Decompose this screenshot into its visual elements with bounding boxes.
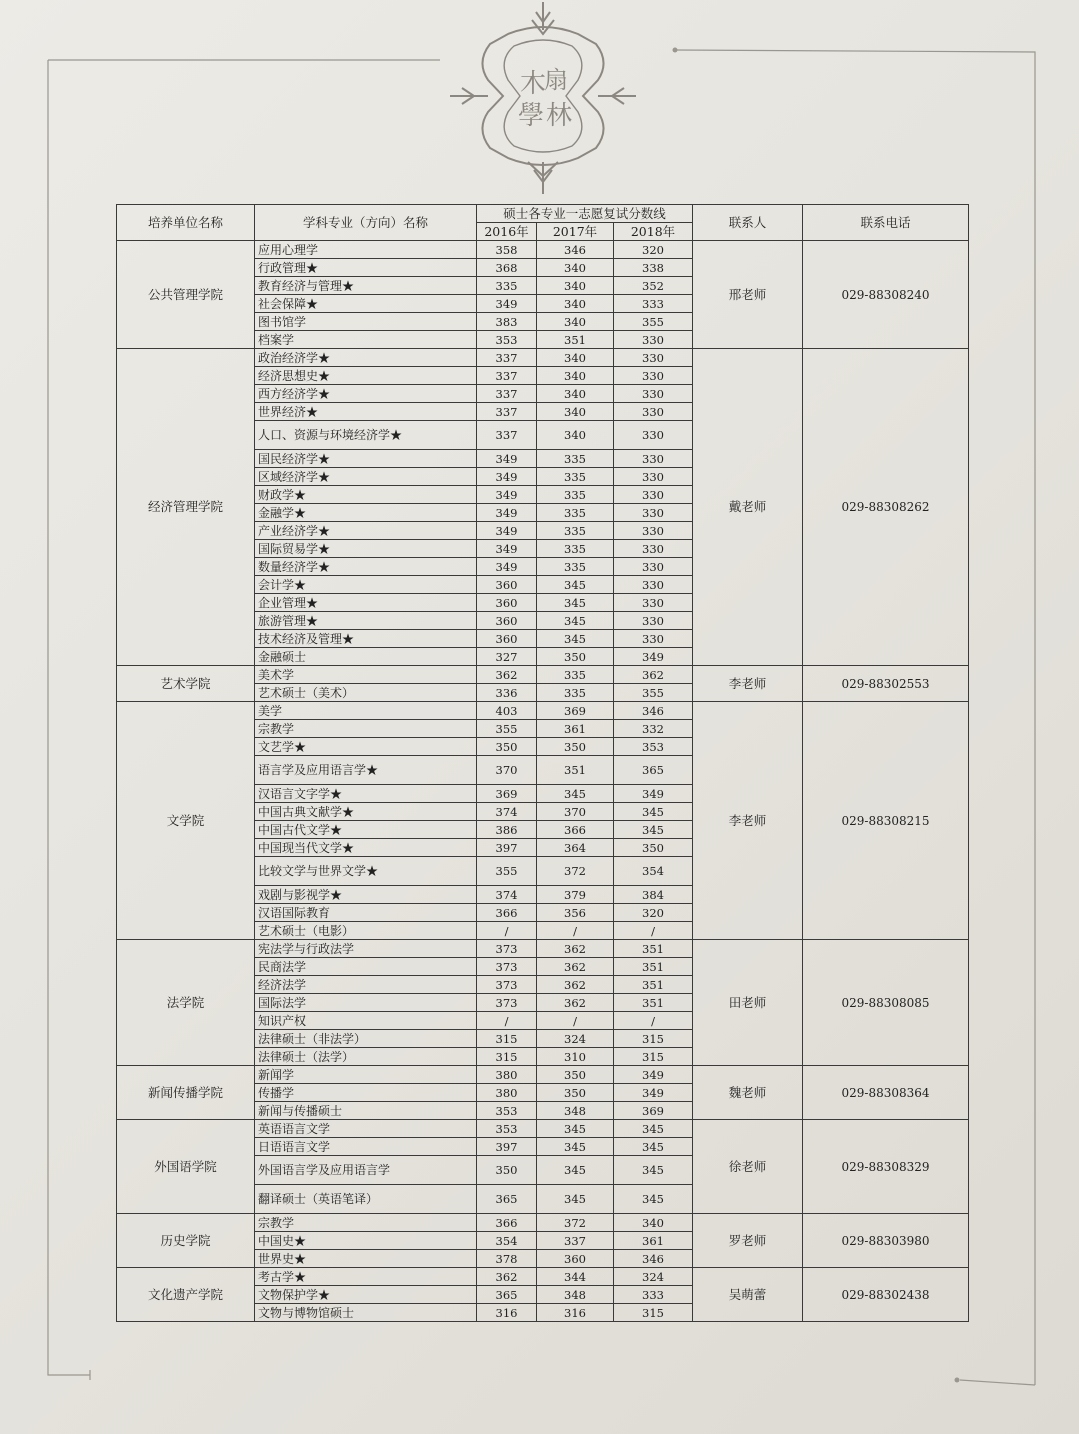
score-cell-2016: 337 [477,403,537,421]
score-cell-2017: 362 [537,976,614,994]
score-cell-2017: 350 [537,1066,614,1084]
score-cell-2016: 315 [477,1048,537,1066]
score-cell-2016: 362 [477,1268,537,1286]
major-name-cell: 企业管理★ [255,594,477,612]
score-cell-2016: 349 [477,558,537,576]
score-cell-2016: 335 [477,277,537,295]
major-name-cell: 财政学★ [255,486,477,504]
score-cell-2017: 340 [537,367,614,385]
table-row [117,1268,969,1286]
score-cell-2016: 337 [477,421,537,450]
score-cell-2017: 335 [537,522,614,540]
major-name-cell: 翻译硕士（英语笔译） [255,1185,477,1214]
major-name-cell: 人口、资源与环境经济学★ [255,421,477,450]
contact-person-cell: 戴老师 [693,349,803,666]
score-cell-2018: 351 [614,940,693,958]
header-scores-group: 硕士各专业一志愿复试分数线 [477,205,693,223]
score-cell-2017: 344 [537,1268,614,1286]
score-cell-2016: 353 [477,331,537,349]
score-cell-2018: 345 [614,1138,693,1156]
score-cell-2018: 345 [614,1120,693,1138]
score-cell-2018: 330 [614,522,693,540]
major-name-cell: 世界经济★ [255,403,477,421]
score-cell-2016: 383 [477,313,537,331]
score-cell-2018: 330 [614,486,693,504]
major-name-cell: 政治经济学★ [255,349,477,367]
score-cell-2017: 351 [537,331,614,349]
score-cell-2018: 355 [614,684,693,702]
header-phone: 联系电话 [803,205,969,241]
score-cell-2018: 330 [614,421,693,450]
major-name-cell: 传播学 [255,1084,477,1102]
score-cell-2018: 330 [614,450,693,468]
score-cell-2016: 373 [477,976,537,994]
score-cell-2018: 315 [614,1030,693,1048]
score-cell-2018: 332 [614,720,693,738]
major-name-cell: 技术经济及管理★ [255,630,477,648]
score-cell-2018: 324 [614,1268,693,1286]
score-cell-2018: 320 [614,904,693,922]
major-name-cell: 区域经济学★ [255,468,477,486]
score-cell-2017: 337 [537,1232,614,1250]
major-name-cell: 宪法学与行政法学 [255,940,477,958]
major-name-cell: 文物与博物馆硕士 [255,1304,477,1322]
score-cell-2016: 365 [477,1286,537,1304]
score-cell-2016: 403 [477,702,537,720]
major-name-cell: 图书馆学 [255,313,477,331]
unit-name-cell: 文化遗产学院 [117,1268,255,1322]
university-seal-logo [448,0,638,196]
score-cell-2017: 360 [537,1250,614,1268]
table-row [117,1214,969,1232]
score-cell-2016: 349 [477,486,537,504]
score-cell-2016: 362 [477,666,537,684]
score-cell-2016: 349 [477,522,537,540]
score-cell-2018: 330 [614,630,693,648]
score-cell-2016: 397 [477,1138,537,1156]
score-cell-2017: 340 [537,259,614,277]
score-cell-2018: 330 [614,349,693,367]
major-name-cell: 知识产权 [255,1012,477,1030]
major-name-cell: 档案学 [255,331,477,349]
unit-name-cell: 新闻传播学院 [117,1066,255,1120]
score-cell-2016: 354 [477,1232,537,1250]
major-name-cell: 教育经济与管理★ [255,277,477,295]
major-name-cell: 法律硕士（法学） [255,1048,477,1066]
table-row [117,666,969,684]
unit-name-cell: 外国语学院 [117,1120,255,1214]
score-cell-2016: 380 [477,1084,537,1102]
score-cell-2016: 353 [477,1120,537,1138]
score-cell-2018: / [614,922,693,940]
score-cell-2018: 365 [614,756,693,785]
svg-text:林: 林 [546,101,573,131]
contact-person-cell: 田老师 [693,940,803,1066]
score-cell-2018: 355 [614,313,693,331]
major-name-cell: 宗教学 [255,720,477,738]
svg-text:扇: 扇 [544,66,568,94]
score-cell-2016: 360 [477,630,537,648]
score-cell-2018: 351 [614,994,693,1012]
score-cell-2018: 330 [614,576,693,594]
score-cell-2018: 330 [614,594,693,612]
score-cell-2017: 335 [537,540,614,558]
score-cell-2018: 315 [614,1304,693,1322]
score-cell-2018: 345 [614,821,693,839]
contact-person-cell: 魏老师 [693,1066,803,1120]
score-cell-2017: 345 [537,612,614,630]
score-cell-2017: 340 [537,349,614,367]
major-name-cell: 中国史★ [255,1232,477,1250]
score-cell-2016: 349 [477,504,537,522]
major-name-cell: 经济法学 [255,976,477,994]
score-cell-2017: 350 [537,738,614,756]
major-name-cell: 国际法学 [255,994,477,1012]
contact-phone-cell: 029-88308262 [803,349,969,666]
major-name-cell: 数量经济学★ [255,558,477,576]
score-cell-2016: 316 [477,1304,537,1322]
contact-phone-cell: 029-88308215 [803,702,969,940]
major-name-cell: 西方经济学★ [255,385,477,403]
major-name-cell: 艺术硕士（美术） [255,684,477,702]
score-cell-2018: 346 [614,702,693,720]
score-cell-2018: 349 [614,1066,693,1084]
contact-phone-cell: 029-88302553 [803,666,969,702]
contact-person-cell: 李老师 [693,702,803,940]
major-name-cell: 文艺学★ [255,738,477,756]
score-cell-2017: 335 [537,468,614,486]
major-name-cell: 美学 [255,702,477,720]
score-cell-2016: / [477,1012,537,1030]
contact-phone-cell: 029-88308329 [803,1120,969,1214]
score-cell-2016: 374 [477,803,537,821]
major-name-cell: 中国古代文学★ [255,821,477,839]
score-cell-2016: 373 [477,994,537,1012]
score-cell-2016: 337 [477,367,537,385]
score-table-body [117,241,969,1322]
score-cell-2017: 335 [537,504,614,522]
contact-phone-cell: 029-88308240 [803,241,969,349]
major-name-cell: 社会保障★ [255,295,477,313]
header-year-2017: 2017年 [537,223,614,241]
score-cell-2018: 330 [614,468,693,486]
score-cell-2017: 348 [537,1102,614,1120]
score-cell-2017: 340 [537,277,614,295]
score-cell-2016: 349 [477,295,537,313]
unit-name-cell: 历史学院 [117,1214,255,1268]
score-cell-2017: 335 [537,450,614,468]
major-name-cell: 考古学★ [255,1268,477,1286]
contact-person-cell: 罗老师 [693,1214,803,1268]
score-cell-2018: 333 [614,1286,693,1304]
svg-text:木: 木 [520,69,547,99]
major-name-cell: 中国现当代文学★ [255,839,477,857]
score-cell-2017: 362 [537,994,614,1012]
table-row [117,241,969,259]
score-cell-2016: 370 [477,756,537,785]
score-cell-2017: 335 [537,666,614,684]
score-cell-2017: 340 [537,313,614,331]
major-name-cell: 民商法学 [255,958,477,976]
score-cell-2018: 349 [614,648,693,666]
score-cell-2016: 373 [477,940,537,958]
score-cell-2016: 337 [477,349,537,367]
major-name-cell: 汉语国际教育 [255,904,477,922]
major-name-cell: 文物保护学★ [255,1286,477,1304]
score-cell-2017: 350 [537,648,614,666]
contact-person-cell: 吴萌蕾 [693,1268,803,1322]
score-cell-2016: 327 [477,648,537,666]
score-cell-2018: 315 [614,1048,693,1066]
score-cell-2018: 330 [614,612,693,630]
score-cell-2018: 350 [614,839,693,857]
score-cell-2017: 316 [537,1304,614,1322]
svg-text:學: 學 [518,101,545,131]
score-cell-2018: 345 [614,1185,693,1214]
score-cell-2017: 364 [537,839,614,857]
score-cell-2016: 369 [477,785,537,803]
score-cell-2016: 360 [477,612,537,630]
score-cell-2018: 320 [614,241,693,259]
score-cell-2018: 330 [614,385,693,403]
score-cell-2017: 340 [537,421,614,450]
major-name-cell: 新闻学 [255,1066,477,1084]
major-name-cell: 旅游管理★ [255,612,477,630]
score-cell-2017: 345 [537,576,614,594]
header-unit: 培养单位名称 [117,205,255,241]
score-cell-2016: 397 [477,839,537,857]
major-name-cell: 行政管理★ [255,259,477,277]
major-name-cell: 中国古典文献学★ [255,803,477,821]
major-name-cell: 外国语言学及应用语言学 [255,1156,477,1185]
major-name-cell: 国际贸易学★ [255,540,477,558]
score-cell-2018: 352 [614,277,693,295]
score-cell-2018: 349 [614,1084,693,1102]
score-cell-2018: 338 [614,259,693,277]
table-row [117,1120,969,1138]
score-cell-2016: 374 [477,886,537,904]
major-name-cell: 戏剧与影视学★ [255,886,477,904]
score-cell-2018: 345 [614,803,693,821]
score-cell-2017: 340 [537,385,614,403]
score-cell-2016: 366 [477,904,537,922]
score-cell-2017: 335 [537,486,614,504]
major-name-cell: 金融硕士 [255,648,477,666]
score-cell-2018: 345 [614,1156,693,1185]
unit-name-cell: 公共管理学院 [117,241,255,349]
score-cell-2016: 349 [477,468,537,486]
major-name-cell: 金融学★ [255,504,477,522]
score-cell-2016: 368 [477,259,537,277]
major-name-cell: 新闻与传播硕士 [255,1102,477,1120]
score-cell-2016: 360 [477,594,537,612]
contact-person-cell: 徐老师 [693,1120,803,1214]
score-cell-2016: 378 [477,1250,537,1268]
header-contact: 联系人 [693,205,803,241]
score-cell-2017: 345 [537,785,614,803]
major-name-cell: 艺术硕士（电影） [255,922,477,940]
score-cell-2016: 350 [477,738,537,756]
score-cell-2018: 333 [614,295,693,313]
score-cell-2017: 366 [537,821,614,839]
score-cell-2016: 315 [477,1030,537,1048]
score-cell-2017: 345 [537,1120,614,1138]
score-cell-2017: 361 [537,720,614,738]
contact-phone-cell: 029-88308364 [803,1066,969,1120]
table-row [117,349,969,367]
contact-person-cell: 邢老师 [693,241,803,349]
table-row [117,702,969,720]
score-cell-2018: 330 [614,403,693,421]
score-cell-2017: 348 [537,1286,614,1304]
score-cell-2017: 335 [537,558,614,576]
unit-name-cell: 经济管理学院 [117,349,255,666]
score-cell-2018: 362 [614,666,693,684]
unit-name-cell: 法学院 [117,940,255,1066]
major-name-cell: 会计学★ [255,576,477,594]
table-row [117,1066,969,1084]
score-cell-2017: 340 [537,403,614,421]
score-cell-2018: 361 [614,1232,693,1250]
score-cell-2017: 372 [537,857,614,886]
score-cell-2016: 360 [477,576,537,594]
unit-name-cell: 文学院 [117,702,255,940]
score-cell-2016: 349 [477,540,537,558]
score-cell-2018: 351 [614,976,693,994]
major-name-cell: 汉语言文字学★ [255,785,477,803]
major-name-cell: 经济思想史★ [255,367,477,385]
score-cell-2017: 345 [537,630,614,648]
score-cell-2016: 386 [477,821,537,839]
score-cell-2017: 335 [537,684,614,702]
contact-phone-cell: 029-88302438 [803,1268,969,1322]
major-name-cell: 英语语言文学 [255,1120,477,1138]
score-cell-2017: / [537,922,614,940]
contact-person-cell: 李老师 [693,666,803,702]
score-cell-2018: 330 [614,558,693,576]
header-year-2018: 2018年 [614,223,693,241]
major-name-cell: 美术学 [255,666,477,684]
score-cell-2017: 369 [537,702,614,720]
score-cell-2018: / [614,1012,693,1030]
score-cell-2017: 310 [537,1048,614,1066]
score-cell-2016: 373 [477,958,537,976]
score-table [116,204,969,1322]
score-cell-2018: 330 [614,367,693,385]
score-cell-2017: 350 [537,1084,614,1102]
major-name-cell: 宗教学 [255,1214,477,1232]
score-cell-2017: 362 [537,940,614,958]
score-cell-2017: 351 [537,756,614,785]
score-cell-2018: 330 [614,331,693,349]
unit-name-cell: 艺术学院 [117,666,255,702]
major-name-cell: 法律硕士（非法学） [255,1030,477,1048]
score-cell-2016: 358 [477,241,537,259]
score-cell-2018: 354 [614,857,693,886]
score-cell-2016: / [477,922,537,940]
score-cell-2016: 366 [477,1214,537,1232]
contact-phone-cell: 029-88303980 [803,1214,969,1268]
score-cell-2017: 345 [537,1138,614,1156]
score-cell-2017: 345 [537,1185,614,1214]
score-cell-2018: 384 [614,886,693,904]
score-cell-2017: 324 [537,1030,614,1048]
score-cell-2016: 349 [477,450,537,468]
score-cell-2018: 340 [614,1214,693,1232]
header-year-2016: 2016年 [477,223,537,241]
major-name-cell: 语言学及应用语言学★ [255,756,477,785]
score-cell-2017: 345 [537,1156,614,1185]
score-cell-2016: 380 [477,1066,537,1084]
header-major: 学科专业（方向）名称 [255,205,477,241]
contact-phone-cell: 029-88308085 [803,940,969,1066]
score-cell-2016: 355 [477,857,537,886]
score-cell-2017: 356 [537,904,614,922]
score-cell-2018: 346 [614,1250,693,1268]
score-cell-2017: 372 [537,1214,614,1232]
major-name-cell: 比较文学与世界文学★ [255,857,477,886]
header-row [117,205,969,223]
score-cell-2017: 345 [537,594,614,612]
major-name-cell: 应用心理学 [255,241,477,259]
score-cell-2017: 379 [537,886,614,904]
score-cell-2016: 350 [477,1156,537,1185]
table-row [117,940,969,958]
major-name-cell: 产业经济学★ [255,522,477,540]
score-cell-2018: 369 [614,1102,693,1120]
major-name-cell: 国民经济学★ [255,450,477,468]
major-name-cell: 世界史★ [255,1250,477,1268]
score-cell-2018: 349 [614,785,693,803]
score-cell-2018: 351 [614,958,693,976]
score-cell-2018: 330 [614,540,693,558]
major-name-cell: 日语语言文学 [255,1138,477,1156]
score-cell-2016: 365 [477,1185,537,1214]
score-cell-2016: 355 [477,720,537,738]
score-cell-2016: 336 [477,684,537,702]
score-cell-2017: 346 [537,241,614,259]
score-cell-2017: 340 [537,295,614,313]
score-cell-2016: 353 [477,1102,537,1120]
score-cell-2017: 362 [537,958,614,976]
score-cell-2017: 370 [537,803,614,821]
score-cell-2018: 330 [614,504,693,522]
score-cell-2017: / [537,1012,614,1030]
score-cell-2016: 337 [477,385,537,403]
score-cell-2018: 353 [614,738,693,756]
